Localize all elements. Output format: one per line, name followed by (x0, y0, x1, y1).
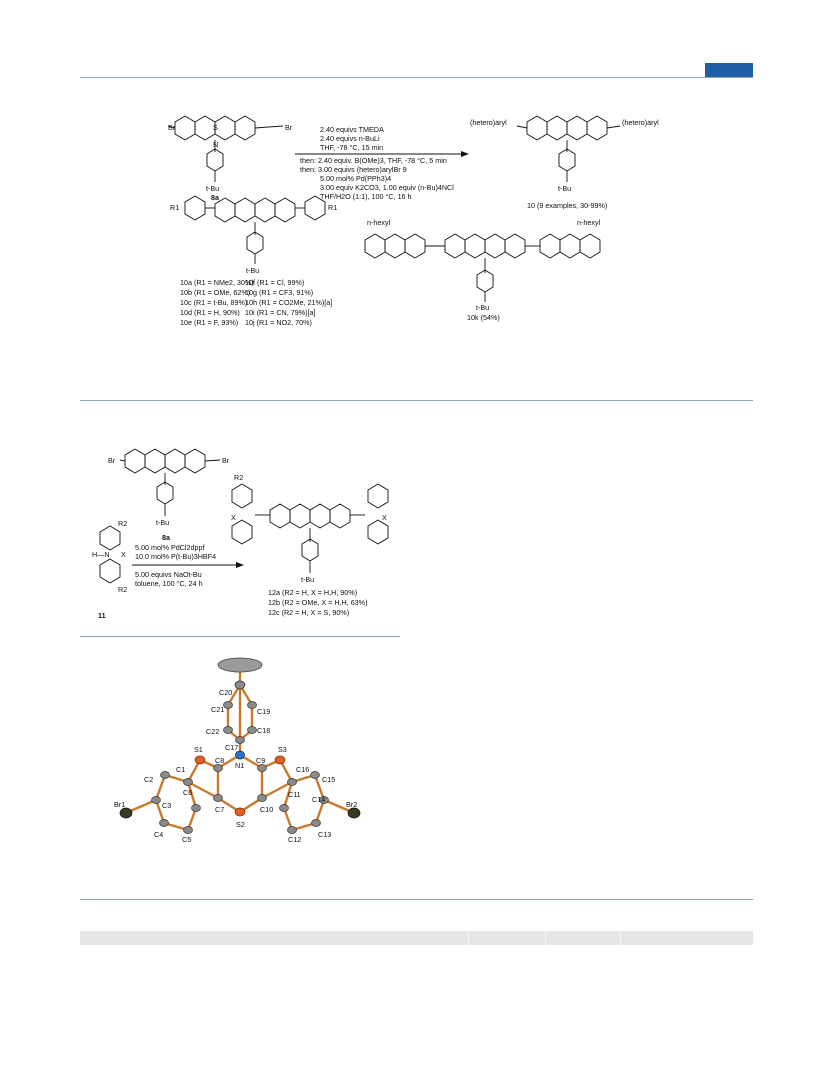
svg-text:C8: C8 (215, 756, 225, 765)
reactant-label: 8a (211, 193, 219, 202)
svg-text:S2: S2 (236, 820, 245, 829)
compound-list-right-2: 10g (R1 = CF3, 91%) (245, 288, 314, 297)
svg-text:S3: S3 (278, 745, 287, 754)
product12-r2-top: R2 (234, 473, 244, 482)
product-12a: 12a (R2 = H, X = H,H, 90%) (268, 588, 358, 597)
conditions-top-1: 2.40 equivs TMEDA (320, 125, 384, 134)
product-label: 10 (9 examples, 30-99%) (527, 201, 608, 210)
compound-list-right-1: 10f (R1 = Cl, 99%) (245, 278, 305, 287)
amine-hn: H—N (92, 550, 110, 559)
svg-text:Br1: Br1 (114, 800, 126, 809)
derivative-r1-left: R1 (170, 203, 180, 212)
amine-r2-bottom: R2 (118, 585, 128, 594)
scheme2-reactant-label: 8a (162, 533, 170, 542)
conditions-bottom-5: THF/H2O (1:1), 100 °C, 16 h (320, 192, 412, 201)
derivative-10a-j-structure (185, 196, 325, 264)
reactant-s-label: S (213, 123, 218, 132)
product-10-structure (517, 116, 620, 182)
scheme1-bottom-rule (80, 400, 753, 401)
product-12-structure (232, 484, 388, 573)
scheme2-conditions-1: 5.00 mol% PdCl2dppf (135, 543, 205, 552)
svg-text:C14: C14 (312, 795, 326, 804)
product12-x-left: X (231, 513, 236, 522)
svg-text:C5: C5 (182, 835, 192, 844)
scheme2-conditions-4: toluene, 100 °C, 24 h (135, 579, 203, 588)
conditions-bottom-1: then: 2.40 equiv. B(OMe)3, THF, -78 °C, 5 min (300, 156, 447, 165)
product-12b: 12b (R2 = OMe, X = H,H, 63%) (268, 598, 368, 607)
scheme2-conditions-3: 5.00 equivs NaOt-Bu (135, 570, 202, 579)
svg-text:C3: C3 (162, 801, 172, 810)
svg-text:C15: C15 (322, 775, 336, 784)
scheme2-bottom-rule (80, 636, 400, 637)
reactant-n-label: N (213, 140, 219, 149)
scheme2-reactant-tbu: t-Bu (156, 518, 170, 527)
scheme2-reactant-8a-structure (120, 449, 220, 516)
product12-x-right: X (382, 513, 387, 522)
compound-list-right-3: 10h (R1 = CO2Me, 21%)[a] (245, 298, 333, 307)
svg-text:C20: C20 (219, 688, 233, 697)
compound-list-right-5: 10j (R1 = NO2, 70%) (245, 318, 312, 327)
tbu-group-ellipsoid (218, 658, 262, 672)
svg-text:C18: C18 (257, 726, 271, 735)
product-substituent-left: (hetero)aryl (470, 118, 507, 127)
amine-x: X (121, 550, 126, 559)
svg-text:C17: C17 (225, 743, 239, 752)
svg-text:C1: C1 (176, 765, 186, 774)
product-12c: 12c (R2 = H, X = S, 90%) (268, 608, 350, 617)
amine-r2-top: R2 (118, 519, 128, 528)
svg-text:C12: C12 (288, 835, 302, 844)
10k-tbu: t-Bu (476, 303, 490, 312)
svg-text:C7: C7 (215, 805, 225, 814)
product-substituent-right: (hetero)aryl (622, 118, 659, 127)
conditions-top-2: 2.40 equivs n-BuLi (320, 134, 380, 143)
scheme2-br-left: Br (108, 456, 116, 465)
crystal-structure-figure (100, 640, 390, 890)
scheme2-br-right: Br (222, 456, 230, 465)
conditions-bottom-2: then: 3.00 equivs (hetero)arylBr 9 (300, 165, 407, 174)
svg-text:N1: N1 (235, 761, 245, 770)
reaction-arrow-1-head (461, 151, 469, 157)
figure-bottom-rule (80, 899, 753, 900)
svg-text:C11: C11 (288, 790, 301, 799)
header-rule (80, 77, 753, 78)
scheme2-figure (80, 430, 400, 635)
reactant-br-left: Br (168, 123, 176, 132)
svg-text:C16: C16 (296, 765, 310, 774)
reactant-8a-structure (168, 116, 283, 182)
svg-text:C22: C22 (206, 727, 220, 736)
svg-text:C9: C9 (256, 756, 266, 765)
10k-n-hexyl-right: n-hexyl (577, 218, 601, 227)
svg-text:Br2: Br2 (346, 800, 358, 809)
compound-list-left-1: 10a (R1 = NMe2, 30%) (180, 278, 254, 287)
compound-list-left-2: 10b (R1 = OMe, 62%) (180, 288, 251, 297)
conditions-bottom-3: 5.00 mol% Pd(PPh3)4 (320, 174, 392, 183)
scheme2-conditions-2: 10.0 mol% P(t-Bu)3HBF4 (135, 552, 217, 561)
nitrogen-atom (236, 751, 245, 759)
svg-text:C4: C4 (154, 830, 164, 839)
journal-color-tab (705, 63, 753, 77)
conditions-top-3: THF, -78 °C, 15 min (320, 143, 384, 152)
10k-n-hexyl-left: n-hexyl (367, 218, 391, 227)
compound-list-left-3: 10c (R1 = t-Bu, 89%) (180, 298, 248, 307)
10k-label: 10k (54%) (467, 313, 500, 322)
compound-10k-structure (365, 234, 600, 302)
compound-list-left-4: 10d (R1 = H, 90%) (180, 308, 240, 317)
svg-text:C21: C21 (211, 705, 225, 714)
svg-text:C2: C2 (144, 775, 154, 784)
reactant-br-right: Br (285, 123, 293, 132)
svg-text:C19: C19 (257, 707, 271, 716)
product-tbu: t-Bu (558, 184, 572, 193)
table-header-strip (80, 931, 753, 945)
atom-labels (114, 688, 357, 844)
scheme1-figure (80, 90, 753, 390)
derivative-tbu: t-Bu (246, 266, 260, 275)
svg-text:S1: S1 (194, 745, 203, 754)
compound-list-left-5: 10e (R1 = F, 93%) (180, 318, 239, 327)
reactant-tbu: t-Bu (206, 184, 220, 193)
reaction-arrow-2-head (236, 562, 244, 568)
svg-text:C6: C6 (183, 788, 193, 797)
compound-list-right-4: 10i (R1 = CN, 79%)[a] (245, 308, 316, 317)
svg-text:C13: C13 (318, 830, 332, 839)
conditions-bottom-4: 3.00 equiv K2CO3, 1.00 equiv (n-Bu)4NCl (320, 183, 454, 192)
svg-text:C10: C10 (260, 805, 274, 814)
derivative-r1-right: R1 (328, 203, 338, 212)
product12-tbu: t-Bu (301, 575, 315, 584)
amine-label: 11 (98, 611, 106, 620)
